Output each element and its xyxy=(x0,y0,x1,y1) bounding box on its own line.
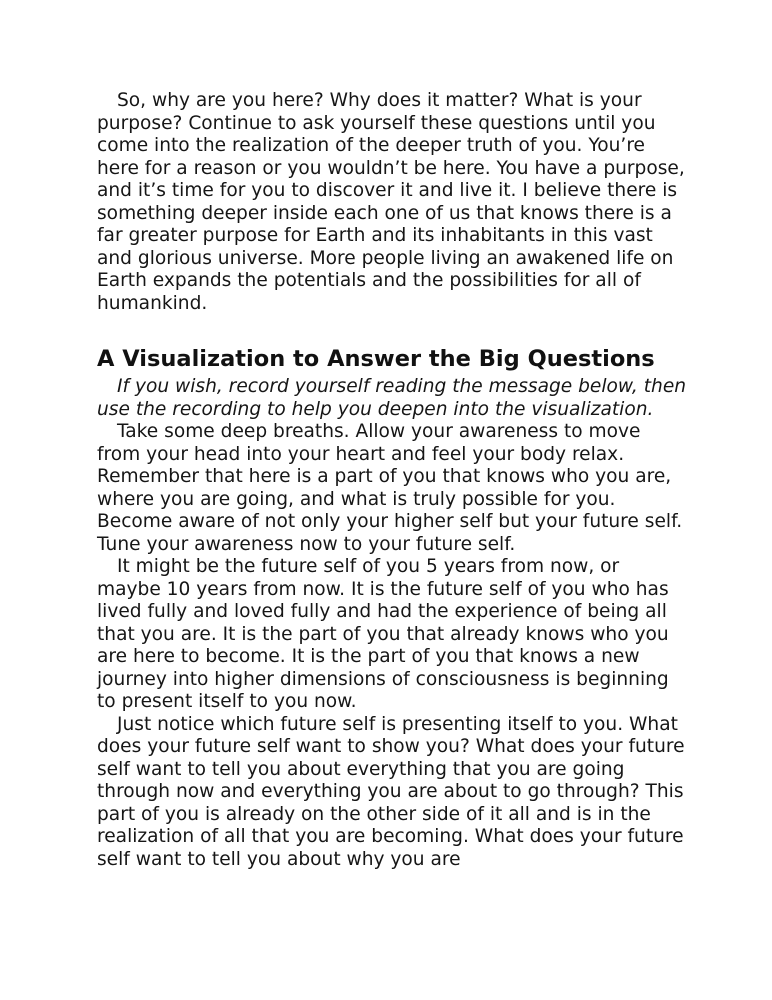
intro-paragraph: So, why are you here? Why does it matter? What is your purpose? Continue to ask yourself these questions until you come into the realization of the deeper truth of you. You’re here for a reason or you wouldn’t be here. You have a purpose, and it’s time for you to discover it and live it. I believe there is something deeper inside each one of us that knows there is a far greater purpose for Earth and its inhabitants in this vast and glorious universe. More people living an awakened life on Earth expands the potentials and the possibilities for all of humankind. xyxy=(97,90,685,314)
body-paragraph: Just notice which future self is presenting itself to you. What does your future self want to show you? What does your future self want to tell you about everything that you are going through now and everything you are about to go through? This part of you is already on the other side of it all and is in the realization of all that you are becoming. What does your future self want to tell you about why you are xyxy=(97,713,685,870)
body-paragraph: It might be the future self of you 5 years from now, or maybe 10 years from now. It is the future self of you who has lived fully and loved fully and had the experience of being all that you are. It is the part of you that already knows who you are here to become. It is the part of you that knows a new journey into higher dimensions of consciousness is beginning to present itself to you now. xyxy=(97,556,669,712)
book-page xyxy=(97,90,687,871)
section-heading: A Visualization to Answer the Big Questions xyxy=(97,346,655,372)
instruction-paragraph: If you wish, record yourself reading the message below, then use the recording to help you deepen into the visualization. xyxy=(97,376,687,420)
body-paragraph: Take some deep breaths. Allow your awareness to move from your head into your heart and feel your body relax. Remember that here is a part of you that knows who you are, where you are going, and what is truly possible for you. Become aware of not only your higher self but your future self. Tune your awareness now to your future self. xyxy=(97,421,683,555)
